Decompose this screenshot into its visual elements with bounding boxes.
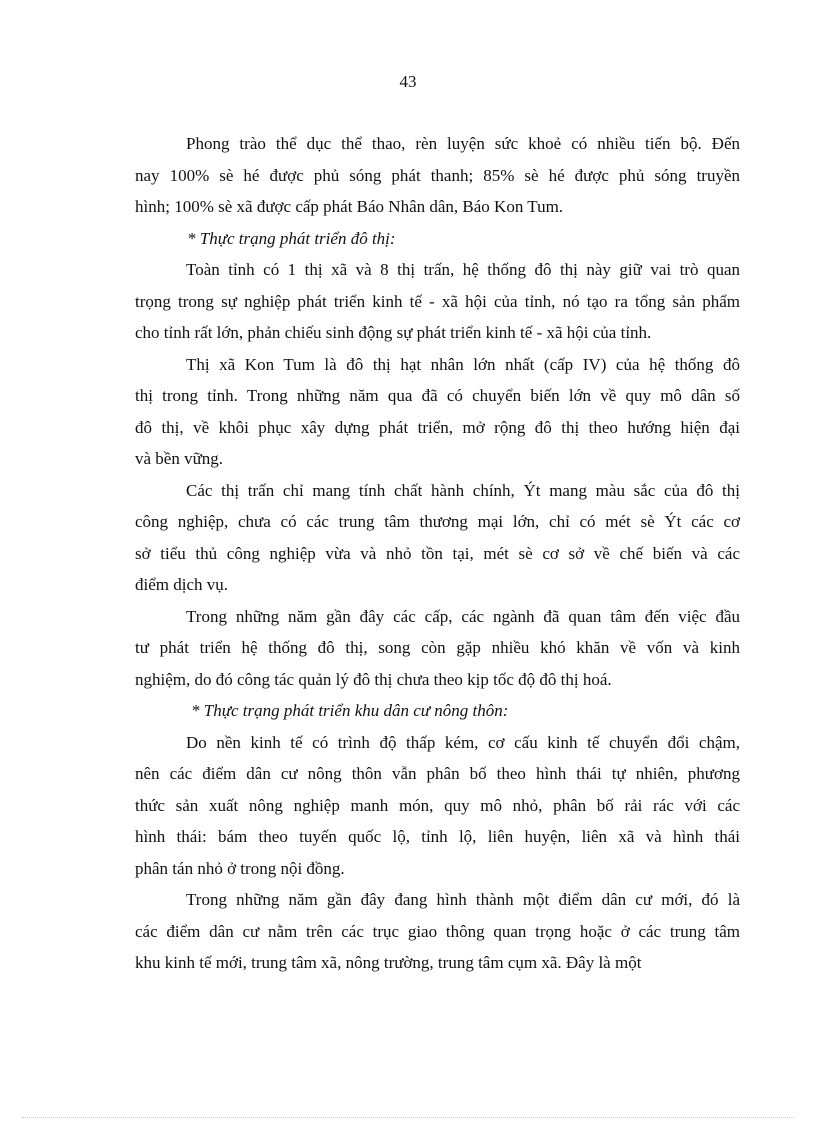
text-line: Thị xã Kon Tum là đô thị hạt nhân lớn nhất (cấp IV) của hệ thống đô [186, 354, 740, 374]
text-line: nghiệm, do đó công tác quản lý đô thị chưa theo kịp tốc độ đô thị hoá. [135, 669, 612, 689]
footer-divider [22, 1117, 794, 1118]
text-line: đô thị, về khôi phục xây dựng phát triển, mở rộng đô thị theo hướng hiện đại [135, 417, 740, 437]
text-line: công nghiệp, chưa có các trung tâm thương mại lớn, chỉ có mét sè Ýt các cơ [135, 512, 740, 531]
text-line: nên các điểm dân cư nông thôn vẫn phân bố theo hình thái tự nhiên, phương [135, 764, 740, 783]
text-line: phân tán nhỏ ở trong nội đồng. [135, 858, 345, 878]
text-line: Toàn tỉnh có 1 thị xã và 8 thị trấn, hệ thống đô thị này giữ vai trò quan [186, 260, 740, 279]
text-line: khu kinh tế mới, trung tâm xã, nông trường, trung tâm cụm xã. Đây là một [135, 953, 642, 972]
page-number: 43 [399, 72, 417, 91]
text-line: Các thị trấn chỉ mang tính chất hành chính, Ýt mang màu sắc của đô thị [186, 480, 740, 500]
document-body [135, 128, 740, 979]
text-line: Trong những năm gần đây các cấp, các ngành đã quan tâm đến việc đầu [186, 606, 740, 626]
text-line: cho tỉnh rất lớn, phản chiếu sinh động sự phát triển kinh tế - xã hội của tỉnh. [135, 323, 652, 342]
text-line: thị trong tỉnh. Trong những năm qua đã có chuyển biến lớn về quy mô dân số [135, 386, 740, 405]
text-line: Trong những năm gần đây đang hình thành một điểm dân cư mới, đó là [186, 890, 740, 909]
text-line: các điểm dân cư nằm trên các trục giao thông quan trọng hoặc ở các trung tâm [135, 921, 740, 941]
text-line: sở tiểu thủ công nghiệp vừa và nhỏ tồn tại, mét sè cơ sở về chế biến và các [135, 543, 740, 563]
section-heading: * Thực trạng phát triển khu dân cư nông thôn: [191, 701, 509, 720]
text-line: tư phát triển hệ thống đô thị, song còn gặp nhiều khó khăn về vốn và kinh [135, 638, 740, 657]
text-line: thức sản xuất nông nghiệp manh món, quy mô nhỏ, phân bố rải rác với các [135, 795, 740, 815]
text-line: hình thái: bám theo tuyến quốc lộ, tỉnh lộ, liên huyện, liên xã và hình thái [135, 827, 740, 846]
text-line: trọng trong sự nghiệp phát triển kinh tế - xã hội của tỉnh, nó tạo ra tổng sản phẩm [135, 291, 740, 311]
text-line: nay 100% sè hé được phủ sóng phát thanh; 85% sè hé được phủ sóng truyền [135, 165, 740, 185]
text-line: Phong trào thể dục thể thao, rèn luyện sức khoẻ có nhiều tiến bộ. Đến [186, 134, 740, 153]
text-line: điểm dịch vụ. [135, 575, 229, 594]
section-heading: * Thực trạng phát triển đô thị: [187, 228, 396, 248]
text-line: hình; 100% sè xã được cấp phát Báo Nhân dân, Báo Kon Tum. [135, 197, 564, 216]
text-line: và bền vững. [135, 449, 224, 468]
text-line: Do nền kinh tế có trình độ thấp kém, cơ cấu kinh tế chuyển đổi chậm, [186, 732, 740, 752]
